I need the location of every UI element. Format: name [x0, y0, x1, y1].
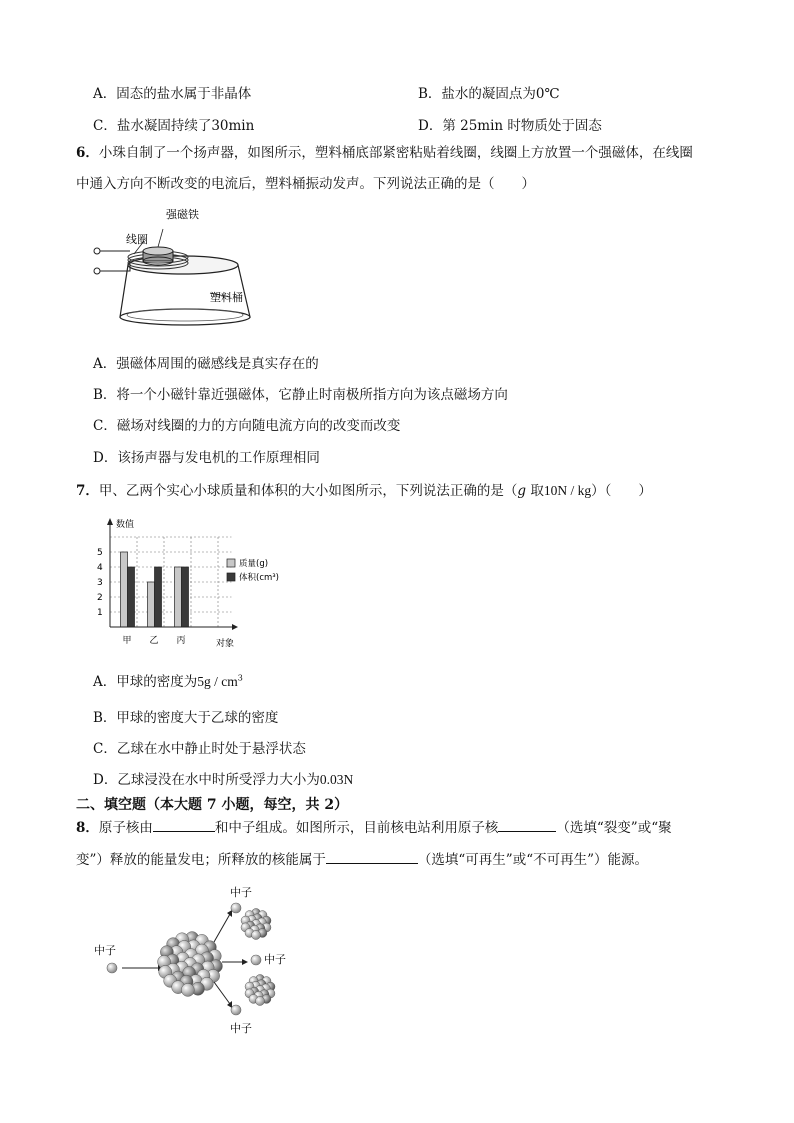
q5-option-a: A．固态的盐水属于非晶体 — [93, 86, 252, 102]
q7-g-symbol: g — [517, 483, 527, 499]
legend-swatch — [227, 559, 235, 567]
q8-blank-2[interactable] — [498, 817, 556, 832]
chart-bars — [121, 552, 189, 627]
q8-text-2b: （选填“可再生”或“不可再生”）能源。 — [417, 852, 649, 868]
q6-option-b: B．将一个小磁针靠近强磁体，它静止时南极所指方向为该点磁场方向 — [93, 387, 508, 403]
x-tick-label: 乙 — [149, 636, 159, 646]
x-tick-label: 甲 — [122, 636, 132, 646]
q8-number: 8． — [76, 820, 99, 836]
q7-number: 7． — [76, 483, 99, 499]
q7-option-b: B．甲球的密度大于乙球的密度 — [93, 710, 279, 726]
nucleon — [181, 983, 194, 996]
neutron-out-bottom — [231, 1005, 241, 1015]
q8-text-1b: 和中子组成。如图所示，目前核电站利用原子核 — [214, 820, 499, 836]
label-bucket: 塑料桶 — [210, 291, 243, 304]
bar-volume-2 — [182, 567, 189, 627]
y-tick-labels — [97, 548, 103, 618]
fission-figure — [90, 882, 310, 1038]
label-coil: 线圈 — [126, 233, 148, 246]
neutron-out-top — [231, 903, 241, 913]
y-tick-label: 3 — [97, 578, 103, 588]
nucleon — [251, 930, 260, 939]
y-tick-label: 2 — [97, 593, 103, 603]
q8-line2 — [76, 845, 648, 876]
q7-option-a-sup: 3 — [237, 673, 243, 683]
q5-option-d: D．第 25min 时物质处于固态 — [418, 118, 602, 134]
nucleon — [255, 996, 264, 1005]
q6-stem-line1 — [76, 138, 693, 169]
q6-option-d: D．该扬声器与发电机的工作原理相同 — [93, 450, 320, 466]
q7-stem-unit: 10N / kg — [543, 483, 592, 498]
q6-number: 6． — [76, 145, 99, 161]
bar-mass-2 — [175, 567, 182, 627]
q7-option-c: C．乙球在水中静止时处于悬浮状态 — [93, 741, 306, 757]
uranium-nucleus — [158, 932, 223, 997]
label-neutron-bottom: 中子 — [230, 1022, 252, 1035]
legend-swatch — [227, 573, 235, 581]
arrow-bottom — [214, 982, 230, 1004]
y-tick-label: 1 — [97, 608, 103, 618]
q7-option-d — [93, 768, 353, 788]
y-tick-label: 5 — [97, 548, 103, 558]
neutron-incoming — [107, 963, 117, 973]
x-axis-label: 对象 — [216, 639, 235, 649]
y-axis-arrow — [107, 518, 113, 525]
q7-stem-end: ）（ ） — [591, 483, 652, 499]
q8-blank-1[interactable] — [153, 817, 215, 832]
bar-mass-1 — [148, 582, 155, 627]
q7-option-a-text: A．甲球的密度为 — [93, 674, 198, 690]
x-tick-labels — [123, 635, 186, 646]
q7-option-d-value: 0.03N — [319, 772, 354, 787]
q8-line1 — [76, 813, 672, 844]
q6-stem-line2: 中通入方向不断改变的电流后，塑料桶振动发声。下列说法正确的是（ ） — [76, 176, 535, 192]
label-neutron-incoming: 中子 — [94, 944, 116, 957]
q6-option-c: C．磁场对线圈的力的方向随电流方向的改变而改变 — [93, 418, 401, 434]
section-heading: 二、填空题（本大题 7 小题，每空，共 2） — [76, 797, 349, 813]
y-tick-label: 4 — [97, 563, 103, 573]
y-axis-label: 数值 — [116, 520, 135, 530]
fission-fragment-1 — [241, 909, 271, 940]
q8-text-1c: （选填“裂变”或“聚 — [556, 820, 672, 836]
q8-text-1a: 原子核由 — [98, 820, 153, 836]
q7-stem-text: 甲、乙两个实心小球质量和体积的大小如图所示，下列说法正确的是（ — [98, 483, 518, 499]
q7-option-a — [93, 670, 243, 690]
fission-fragment-2 — [245, 975, 275, 1006]
q6-stem-text: 小珠自制了一个扬声器，如图所示，塑料桶底部紧密粘贴着线圈，线圈上方放置一个强磁体，在线圈 — [98, 145, 693, 161]
mass-volume-bar-chart — [90, 515, 290, 655]
speaker-figure — [88, 205, 288, 337]
q8-blank-3[interactable] — [326, 849, 418, 864]
bar-volume-0 — [128, 567, 135, 627]
legend-label: 体积(cm³) — [239, 573, 279, 583]
legend-label: 质量(g) — [239, 559, 269, 569]
bar-mass-0 — [121, 552, 128, 627]
q5-option-b: B．盐水的凝固点为0℃ — [418, 86, 560, 102]
q7-stem-take: 取 — [526, 483, 544, 499]
q7-option-d-text: D．乙球浸没在水中时所受浮力大小为 — [93, 772, 320, 788]
label-magnet: 强磁铁 — [166, 208, 199, 221]
label-neutron-mid: 中子 — [264, 953, 286, 966]
q7-stem — [76, 475, 652, 507]
chart-legend — [227, 558, 279, 583]
bar-volume-1 — [155, 567, 162, 627]
x-axis-arrow — [232, 624, 238, 630]
q7-option-a-value: 5g / cm — [197, 674, 238, 689]
q5-option-c: C．盐水凝固持续了30min — [93, 118, 255, 134]
arrow-top — [214, 914, 230, 942]
label-neutron-top: 中子 — [230, 886, 252, 899]
q6-option-a: A．强磁体周围的磁感线是真实存在的 — [93, 356, 319, 372]
neutron-out-mid — [251, 955, 261, 965]
q8-text-2a: 变”）释放的能量发电；所释放的核能属于 — [76, 852, 326, 868]
x-tick-label: 丙 — [176, 636, 186, 646]
